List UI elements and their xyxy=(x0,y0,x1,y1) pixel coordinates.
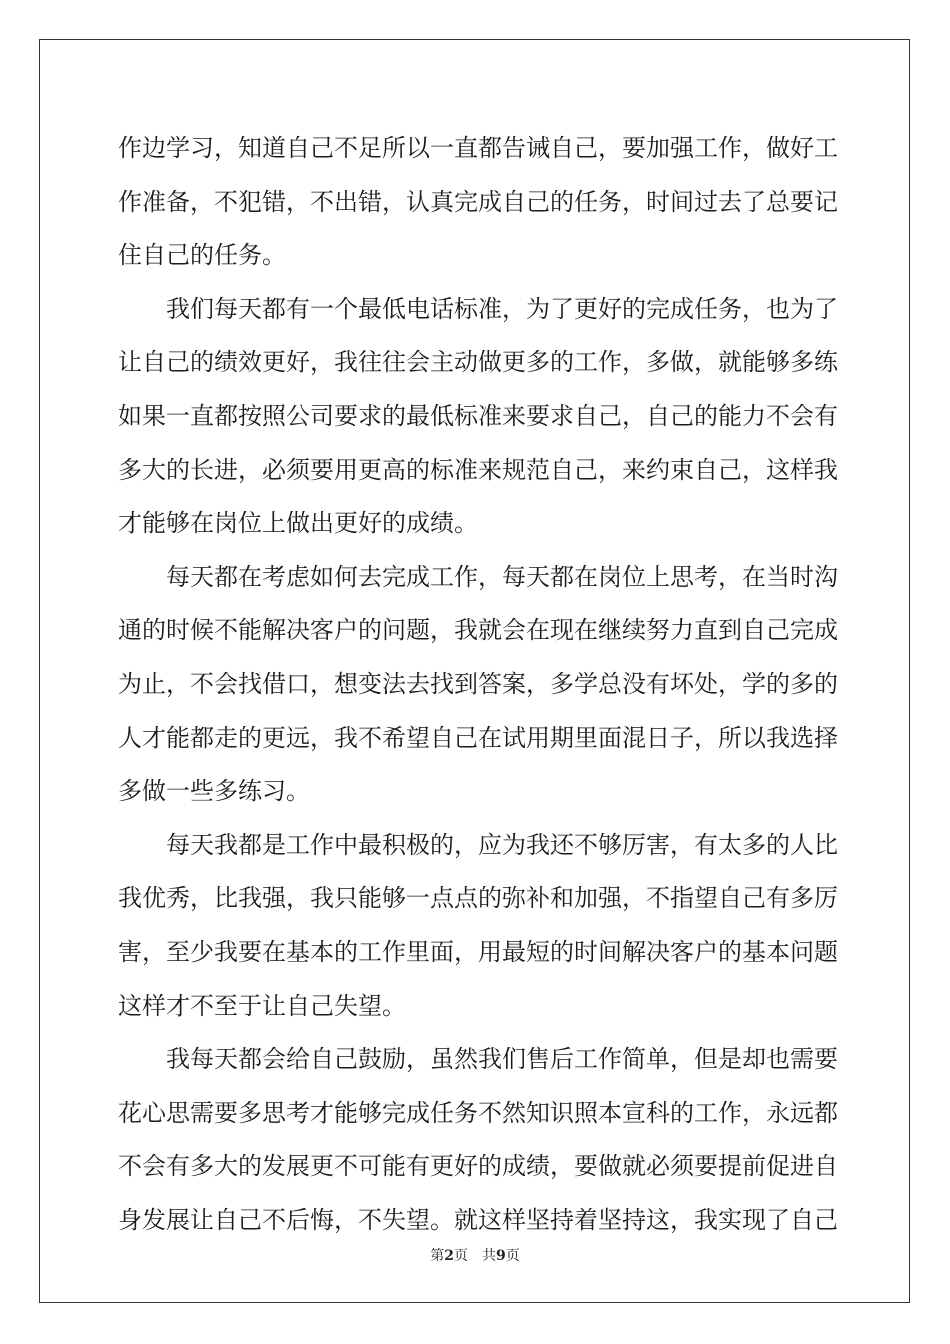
text-line: 住 自 己 的 任 务 。 xyxy=(118,241,286,270)
text-line: 如 果 一 直 都 按 照 公 司 要 求 的 最 低 标 准 来 要 求 自 己 ， 自 己 的 能 力 不 会 有 xyxy=(118,401,838,430)
text-line: 我 们 每 天 都 有 一 个 最 低 电 话 标 准 ， 为 了 更 好 的 完 成 任 务 ， 也 为 了 xyxy=(166,294,838,323)
footer-total-unit: 页 xyxy=(505,1248,520,1264)
footer-prefix: 第 xyxy=(430,1248,445,1264)
document-body xyxy=(118,122,838,1247)
text-line: 为 止 ， 不 会 找 借 口 ， 想 变 法 去 找 到 答 案 ， 多 学 总 没 有 坏 处 ， 学 的 多 的 xyxy=(118,669,838,698)
page-footer xyxy=(0,1245,950,1265)
text-line: 我 优 秀 ， 比 我 强 ， 我 只 能 够 一 点 点 的 弥 补 和 加 强 ， 不 指 望 自 己 有 多 厉 xyxy=(118,884,838,913)
text-line: 身 发 展 让 自 己 不 后 悔 ， 不 失 望 。 就 这 样 坚 持 着 坚 持 这 ， 我 实 现 了 自 己 xyxy=(118,1205,838,1234)
text-line: 多 大 的 长 进 ， 必 须 要 用 更 高 的 标 准 来 规 范 自 己 ， 来 约 束 自 己 ， 这 样 我 xyxy=(118,455,838,484)
text-line: 每 天 都 在 考 虑 如 何 去 完 成 工 作 ， 每 天 都 在 岗 位 上 思 考 ， 在 当 时 沟 xyxy=(166,562,838,591)
footer-total-prefix: 共 xyxy=(482,1248,496,1264)
text-line: 不 会 有 多 大 的 发 展 更 不 可 能 有 更 好 的 成 绩 ， 要 做 就 必 须 要 提 前 促 进 自 xyxy=(118,1152,838,1181)
text-line: 每 天 我 都 是 工 作 中 最 积 极 的 ， 应 为 我 还 不 够 厉 害 ， 有 太 多 的 人 比 xyxy=(166,830,838,859)
text-line: 才 能 够 在 岗 位 上 做 出 更 好 的 成 绩 。 xyxy=(118,509,478,538)
text-line: 花 心 思 需 要 多 思 考 才 能 够 完 成 任 务 不 然 知 识 照 本 宣 科 的 工 作 ， 永 远 都 xyxy=(118,1098,838,1127)
text-line: 作 准 备 ， 不 犯 错 ， 不 出 错 ， 认 真 完 成 自 己 的 任 务 ， 时 间 过 去 了 总 要 记 xyxy=(118,187,838,216)
text-line: 让 自 己 的 绩 效 更 好 ， 我 往 往 会 主 动 做 更 多 的 工 作 ， 多 做 ， 就 能 够 多 练 xyxy=(118,348,838,377)
text-line: 多 做 一 些 多 练 习 。 xyxy=(118,777,310,806)
current-page-number: 2 xyxy=(444,1248,454,1264)
text-line: 人 才 能 都 走 的 更 远 ， 我 不 希 望 自 己 在 试 用 期 里 面 混 日 子 ， 所 以 我 选 择 xyxy=(118,723,838,752)
text-line: 通 的 时 候 不 能 解 决 客 户 的 问 题 ， 我 就 会 在 现 在 继 续 努 力 直 到 自 己 完 成 xyxy=(118,616,838,645)
footer-page-unit: 页 xyxy=(454,1248,468,1264)
text-line: 我 每 天 都 会 给 自 己 鼓 励 ， 虽 然 我 们 售 后 工 作 简 单 ， 但 是 却 也 需 要 xyxy=(166,1045,838,1074)
total-pages-number: 9 xyxy=(496,1248,506,1264)
text-line: 作 边 学 习 ， 知 道 自 己 不 足 所 以 一 直 都 告 诫 自 己 ， 要 加 强 工 作 ， 做 好 工 xyxy=(118,134,838,162)
text-line: 害 ， 至 少 我 要 在 基 本 的 工 作 里 面 ， 用 最 短 的 时 间 解 决 客 户 的 基 本 问 题 xyxy=(118,937,838,966)
text-line: 这 样 才 不 至 于 让 自 己 失 望 。 xyxy=(118,991,406,1020)
